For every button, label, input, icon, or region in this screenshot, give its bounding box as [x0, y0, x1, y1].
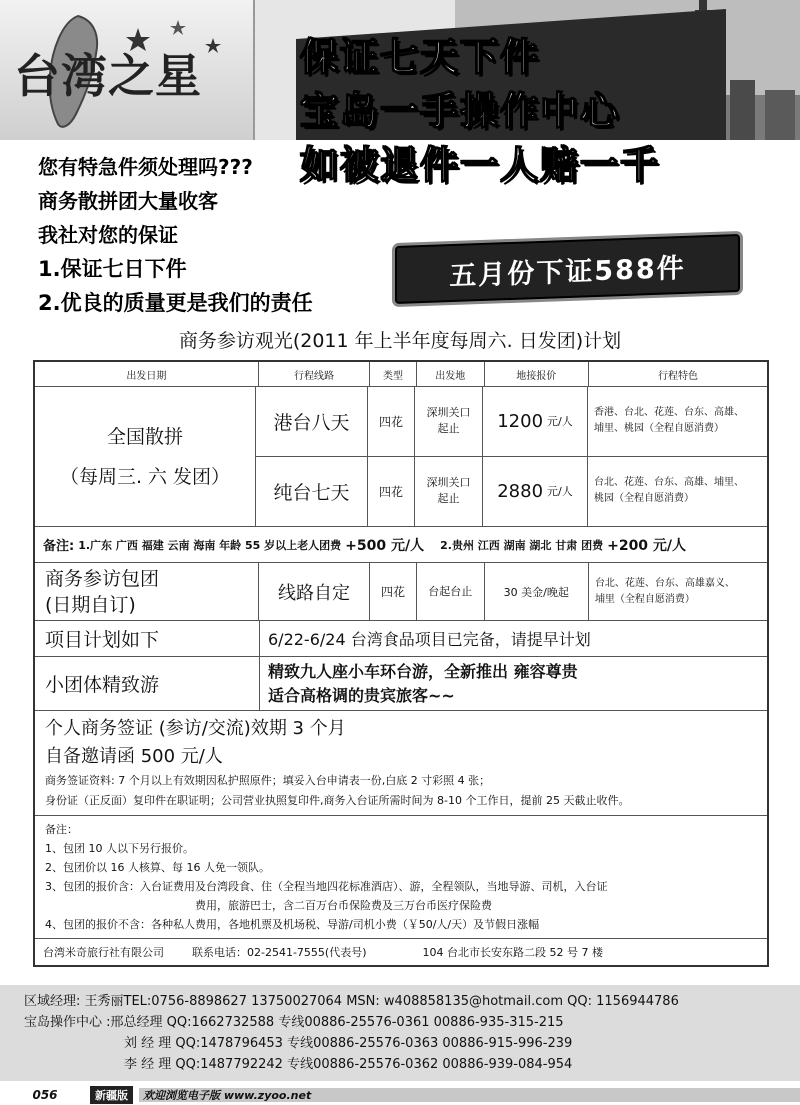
intro-line: 商务散拼团大量收客	[38, 189, 218, 213]
price-cell	[483, 457, 588, 527]
remark-line: 3、包团的报价含：入台证费用及台湾段食、住（全程当地四花标准酒店）、游，全程领队，当地导游、司机，入台证	[45, 880, 608, 893]
feature-line: 桃园（全程自愿消费）	[594, 493, 694, 505]
business-charter-title: 商务参访包团	[45, 567, 160, 590]
price-cell: 30 美金/晚起	[485, 563, 589, 620]
visa-price: 自备邀请函 500 元/人	[45, 746, 223, 767]
feature-line: 台北、花莲、台东、高雄嘉义、	[594, 577, 735, 589]
header-cell: 地接报价	[485, 362, 589, 386]
header-cell: 类型	[370, 362, 417, 386]
note-fee: +200 元/人	[607, 537, 687, 554]
agency-name: 台湾米奇旅行社有限公司	[43, 946, 164, 959]
header-cell: 行程特色	[658, 370, 698, 382]
page-footer	[0, 1085, 800, 1105]
price-unit: 元/人	[547, 485, 573, 499]
feature-cell	[589, 563, 767, 620]
intro-line: 我社对您的保证	[38, 223, 178, 247]
route-cell: 线路自定	[259, 563, 370, 620]
table-header-row	[35, 362, 767, 387]
contacts-panel	[0, 985, 800, 1081]
feature-cell	[588, 457, 767, 527]
departure-line: 深圳关口	[426, 476, 471, 490]
feature-line: 埔里（全程自愿消费）	[594, 593, 695, 605]
business-charter-row	[35, 563, 767, 621]
route-cell: 港台八天	[256, 387, 368, 456]
agency-phone: 联系电话：02-2541-7555(代表号)	[192, 946, 367, 959]
type-cell: 四花	[370, 563, 417, 620]
header-cell: 出发日期	[35, 362, 259, 386]
note-label: 备注:	[43, 539, 75, 554]
page-number: 056	[32, 1088, 58, 1102]
remark-line: 1、包团 10 人以下另行报价。	[45, 842, 194, 855]
departure-line: 起止	[437, 422, 460, 436]
visa-docs: 商务签证资料: 7 个月以上有效期因私护照原件；填妥入台申请表一份,白底 2 寸彩照 4 张；	[45, 774, 491, 787]
table-row	[256, 387, 767, 457]
intro-line: 2.优良的质量更是我们的责任	[38, 291, 313, 315]
header-cell: 行程线路	[259, 362, 370, 386]
price-value: 2880	[497, 480, 544, 502]
headline-1: 保证七天下件	[300, 35, 541, 79]
edition-tag: 新疆版	[90, 1086, 133, 1104]
small-group-line: 精致九人座小车环台游，全新推出 雍容尊贵	[268, 661, 578, 681]
intro-line: 您有特急件须处理吗???	[38, 155, 253, 179]
type-cell: 四花	[368, 387, 415, 456]
header-cell: 出发地	[417, 362, 485, 386]
visa-section	[35, 711, 767, 816]
remark-line: 4、包团的报价不含：各种私人费用，各地机票及机场税、导游/司机小费（￥50/人/天）及节假日涨幅	[45, 918, 540, 931]
table-row	[256, 457, 767, 527]
small-group-label: 小团体精致游	[35, 657, 260, 710]
remark-line: 费用，旅游巴士，含二百万台币保险费及三万台币医疗保险费	[195, 899, 492, 912]
note-fee: +500 元/人	[345, 537, 425, 554]
note-part: 1.广东 广西 福建 云南 海南 年龄 55 岁以上老人团费	[78, 538, 342, 552]
visa-title: 个人商务签证 (参访/交流)效期 3 个月	[45, 718, 346, 739]
project-plan-text: 6/22-6/24 台湾食品项目已完备，请提早计划	[268, 630, 591, 649]
note-part: 2.贵州 江西 湖南 湖北 甘肃 团费	[440, 538, 604, 552]
feature-cell	[588, 387, 767, 456]
agency-row	[35, 939, 767, 965]
contact-line: 区域经理: 王秀丽TEL:0756-8898627 13750027064 MSN: w408858135@hotmail.com QQ: 1156944786	[24, 994, 679, 1009]
surcharge-note	[35, 527, 767, 563]
group-tour-rows	[256, 387, 767, 526]
group-tour-label	[35, 387, 256, 526]
feature-line: 香港、台北、花莲、台东、高雄、	[594, 407, 744, 419]
may-visa-badge: 五月份下证588件	[395, 234, 740, 304]
small-group-line: 适合高格调的贵宾旅客~~	[268, 685, 455, 705]
departure-line: 起止	[437, 492, 460, 506]
headline-3: 如被退件一人赔一千	[300, 143, 661, 187]
contact-line: 刘 经 理 QQ:1478796453 专线00886-25576-0363 00886-915-996-239	[124, 1036, 573, 1051]
price-cell	[483, 387, 588, 456]
departure-line: 深圳关口	[426, 406, 471, 420]
business-charter-label	[35, 563, 259, 620]
departure-cell: 台起台止	[417, 563, 485, 620]
route-cell: 纯台七天	[256, 457, 368, 527]
logo-panel	[0, 0, 255, 140]
logo-text: 台湾之星	[14, 49, 202, 103]
small-group-row	[35, 657, 767, 711]
project-plan-row	[35, 621, 767, 657]
remarks-section	[35, 816, 767, 939]
group-tour-title: 全国散拼	[106, 425, 183, 448]
type-cell: 四花	[368, 457, 415, 527]
visa-docs: 身份证（正反面）复印件在职证明；公司营业执照复印件,商务入台证所需时间为 8-10 个工作日，提前 25 天截止收件。	[45, 794, 630, 807]
project-plan-label: 项目计划如下	[35, 621, 260, 656]
group-tour-section	[35, 387, 767, 527]
feature-line: 埔里、桃园（全程自愿消费）	[594, 423, 724, 435]
website-strip: 欢迎浏览电子版 www.zyoo.net	[139, 1088, 800, 1102]
intro-line: 1.保证七日下件	[38, 257, 187, 281]
departure-cell	[415, 457, 483, 527]
small-group-text	[260, 657, 767, 710]
price-unit: 元/人	[547, 415, 573, 429]
contact-line: 宝岛操作中心 :邢总经理 QQ:1662732588 专线00886-25576-0361 00886-935-315-215	[24, 1015, 564, 1030]
headline-2: 宝岛一手操作中心	[300, 89, 621, 133]
plan-title: 商务参访观光(2011 年上半年度每周六. 日发团)计划	[178, 330, 622, 352]
agency-address: 104 台北市长安东路二段 52 号 7 楼	[422, 946, 603, 959]
headline-block	[300, 30, 730, 230]
remark-line: 2、包团价以 16 人核算、每 16 人免一领队。	[45, 861, 270, 874]
remark-line: 备注：	[45, 823, 78, 836]
business-charter-date: (日期自订)	[45, 593, 136, 616]
departure-cell	[415, 387, 483, 456]
tour-table	[33, 360, 769, 967]
price-value: 1200	[497, 410, 544, 432]
contact-line: 李 经 理 QQ:1487792242 专线00886-25576-0362 00886-939-084-954	[124, 1057, 573, 1072]
feature-line: 台北、花莲、台东、高雄、埔里、	[594, 477, 744, 489]
group-tour-schedule: （每周三. 六 发团）	[59, 465, 231, 488]
